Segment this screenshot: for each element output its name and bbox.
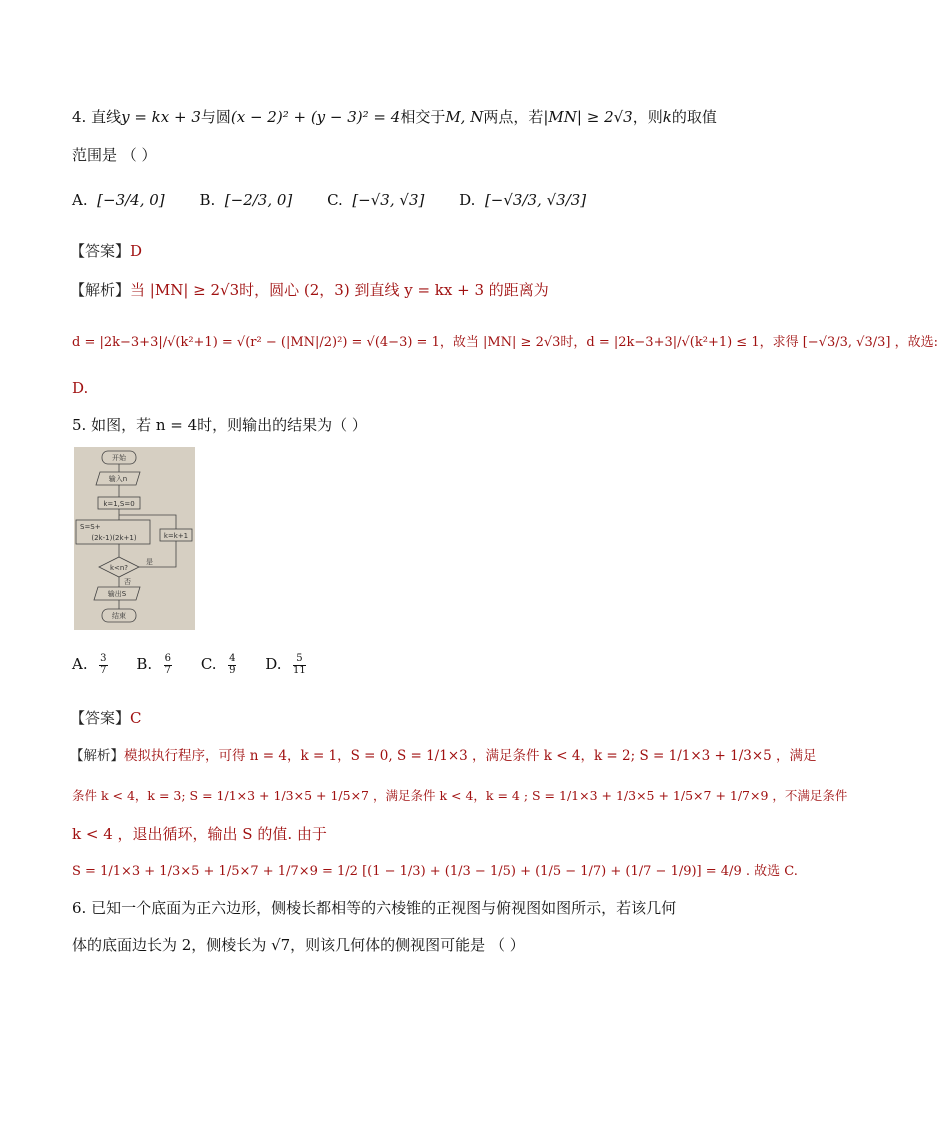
q5-option-c[interactable]: C. $\frac{4}{9}$: [200, 653, 236, 676]
q4-stem-line2: 范围是 （ ）: [72, 146, 157, 164]
flow-end: 结束: [112, 612, 126, 620]
q5-analysis-line3: k < 4 ，退出循环，输出 S 的值. 由于: [72, 825, 327, 843]
q5-analysis-line1: 【解析】模拟执行程序，可得 n = 4，k = 1，S = 0, S = 1/1×3 ，满足条件 k < 4，k = 2; S = 1/1×3 + 1/3×5 ，满足: [70, 748, 817, 764]
q6-stem-line1: 6. 已知一个底面为正六边形，侧棱长都相等的六棱锥的正视图与俯视图如图所示，若该几何: [72, 899, 677, 917]
q5-options: [72, 654, 308, 676]
flow-update-s-den: (2k-1)(2k+1): [91, 534, 137, 542]
q4-option-c[interactable]: C. [−√3, √3]: [327, 191, 425, 209]
q5-option-a[interactable]: A. $\frac{3}{7}$: [72, 653, 107, 676]
flow-cond: k<n?: [109, 564, 129, 572]
q4-stem-line1: 4. 直线y = kx + 3与圆(x − 2)² + (y − 3)² = 4相交于M, N两点，若|MN| ≥ 2√3，则k的取值: [72, 108, 717, 126]
flow-input: 输入n: [108, 475, 128, 483]
flow-output: 输出S: [107, 590, 127, 598]
q4-analysis-line1: 【解析】当 |MN| ≥ 2√3时，圆心 (2，3) 到直线 y = kx + 3 的距离为: [70, 281, 549, 299]
q5-analysis-line4: S = 1/1×3 + 1/3×5 + 1/5×7 + 1/7×9 = 1/2 [(1 − 1/3) + (1/3 − 1/5) + (1/5 − 1/7) + (1/7 − 1/9)] = 4/9 . 故选 C.: [72, 864, 798, 879]
q4-option-d[interactable]: D. [−√3/3, √3/3]: [459, 191, 587, 209]
q4-answer: 【答案】D: [70, 242, 143, 260]
q5-answer: 【答案】C: [70, 709, 142, 727]
q6-stem-line2: 体的底面边长为 2，侧棱长为 √7，则该几何体的侧视图可能是 （ ）: [72, 936, 525, 954]
flow-start: 开始: [112, 454, 126, 462]
flowchart-image: [74, 447, 195, 630]
q5-option-d[interactable]: D. $\frac{5}{11}$: [265, 653, 306, 676]
q5-analysis-line2: 条件 k < 4，k = 3; S = 1/1×3 + 1/3×5 + 1/5×7 ，满足条件 k < 4，k = 4 ; S = 1/1×3 + 1/3×5 + 1/5×7 + 1/7×9 ，不满足条件: [72, 788, 848, 803]
flow-update-k: k=k+1: [163, 532, 189, 540]
q4-option-a[interactable]: A. [−3/4, 0]: [72, 191, 165, 209]
q4-options: [72, 191, 586, 209]
flow-update-s: S=S+: [80, 523, 101, 531]
flow-no: 否: [124, 578, 131, 586]
q4-analysis-line2: d = |2k−3+3|/√(k²+1) = √(r² − (|MN|/2)²) = √(4−3) = 1，故当 |MN| ≥ 2√3时，d = |2k−3+3|/√(k²+1) ≤ 1，求得 [−√3/3, √3/3] ，故选:: [72, 335, 938, 350]
q5-stem: 5. 如图，若 n = 4时，则输出的结果为（ ）: [72, 416, 367, 434]
flow-yes: 是: [146, 558, 153, 566]
q5-option-b[interactable]: B. $\frac{6}{7}$: [136, 653, 172, 676]
q4-option-b[interactable]: B. [−2/3, 0]: [199, 191, 293, 209]
flow-init: k=1,S=0: [103, 500, 135, 508]
q4-analysis-line3: D.: [72, 379, 89, 397]
